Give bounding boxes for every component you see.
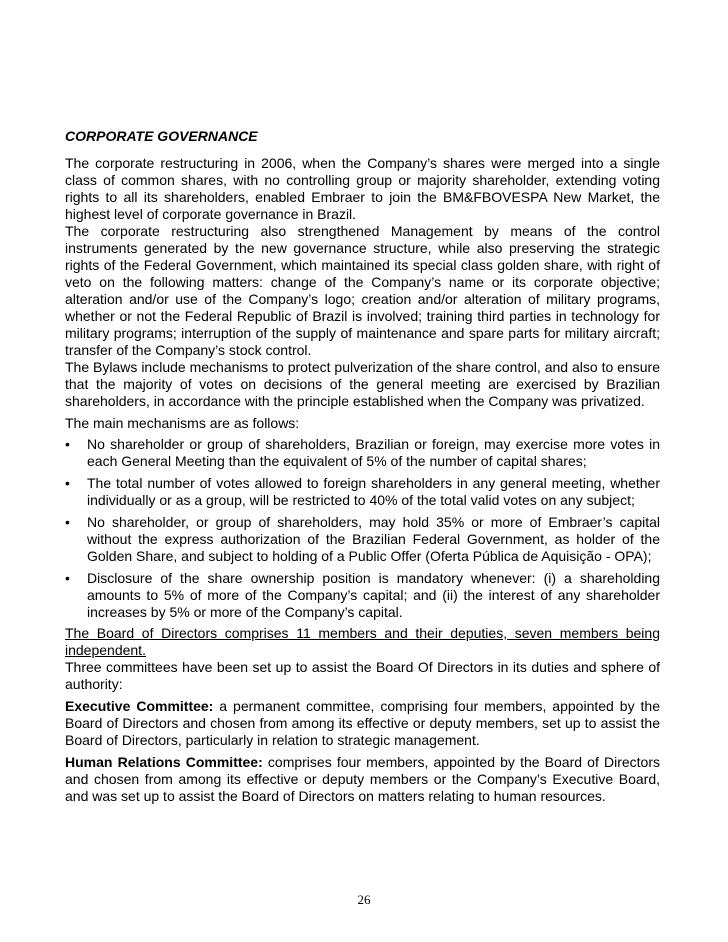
executive-committee-text: a permanent committee, comprising four members, appointed by the Board of Directors and chosen from among its effective or deputy members, set up to assist the Board of Directors, particularly in relation to strategic management. [65, 698, 660, 748]
page-number: 26 [357, 892, 371, 907]
list-item [65, 570, 660, 621]
bullet-icon: • [65, 570, 70, 586]
board-composition-text: The Board of Directors comprises 11 members and their deputies, seven members being independent. [65, 625, 660, 658]
bullet-icon: • [65, 436, 70, 452]
paragraph-committees: Three committees have been set up to assist the Board Of Directors in its duties and sphere of authority: [65, 659, 660, 692]
list-item [65, 436, 660, 470]
document-page [65, 128, 660, 805]
paragraph-executive-committee [65, 698, 660, 749]
executive-committee-label: Executive Committee: [65, 698, 214, 714]
paragraph-mechanisms-intro: The main mechanisms are as follows: [65, 415, 300, 431]
list-item-text: The total number of votes allowed to foreign shareholders in any general meeting, whether individually or as a group, will be restricted to 40% of the total valid votes on any subject; [87, 475, 660, 508]
hr-committee-label: Human Relations Committee: [65, 754, 263, 770]
paragraph-management: The corporate restructuring also strengthened Management by means of the control instruments generated by the new governance structure, while also preserving the strategic rights of the Federal Government, which maintained its special class golden share, with right of veto on the following matters: change of the Company’s name or its corporate objective; alteration and/or use of the Company’s logo; creation and/or alteration of military programs, whether or not the Federal Republic of Brazil is involved; training third parties in technology for military programs; interruption of the supply of maintenance and spare parts for military aircraft; transfer of the Company’s stock control. [65, 223, 660, 358]
list-item [65, 514, 660, 565]
list-item-text: No shareholder or group of shareholders, Brazilian or foreign, may exercise more votes in each General Meeting than the equivalent of 5% of the number of capital shares; [87, 436, 660, 469]
mechanisms-list [65, 436, 660, 621]
section-heading: CORPORATE GOVERNANCE [65, 128, 258, 144]
paragraph-bylaws: The Bylaws include mechanisms to protect pulverization of the share control, and also to ensure that the majority of votes on decisions of the general meeting are exercised by Brazilian shareholders, in accordance with the principle established when the Company was privatized. [65, 359, 660, 409]
list-item-text: Disclosure of the share ownership position is mandatory whenever: (i) a shareholding amounts to 5% of more of the Company’s capital; and (ii) the interest of any shareholder increases by 5% or more of the Company’s capital. [87, 570, 660, 620]
list-item-text: No shareholder, or group of shareholders, may hold 35% or more of Embraer’s capital without the express authorization of the Brazilian Federal Government, as holder of the Golden Share, and subject to holding of a Public Offer (Oferta Pública de Aquisição - OPA); [87, 514, 660, 564]
paragraph-hr-committee [65, 754, 660, 805]
paragraph-restructuring: The corporate restructuring in 2006, when the Company’s shares were merged into a single class of common shares, with no controlling group or majority shareholder, extending voting rights to all its shareholders, enabled Embraer to join the BM&FBOVESPA New Market, the highest level of corporate governance in Brazil. [65, 155, 660, 222]
bullet-icon: • [65, 514, 70, 530]
paragraph-board [65, 625, 660, 659]
bullet-icon: • [65, 475, 70, 491]
list-item [65, 475, 660, 509]
hr-committee-text: comprises four members, appointed by the Board of Directors and chosen from among its effective or deputy members or the Company’s Executive Board, and was set up to assist the Board of Directors on matters relating to human resources. [65, 754, 661, 804]
